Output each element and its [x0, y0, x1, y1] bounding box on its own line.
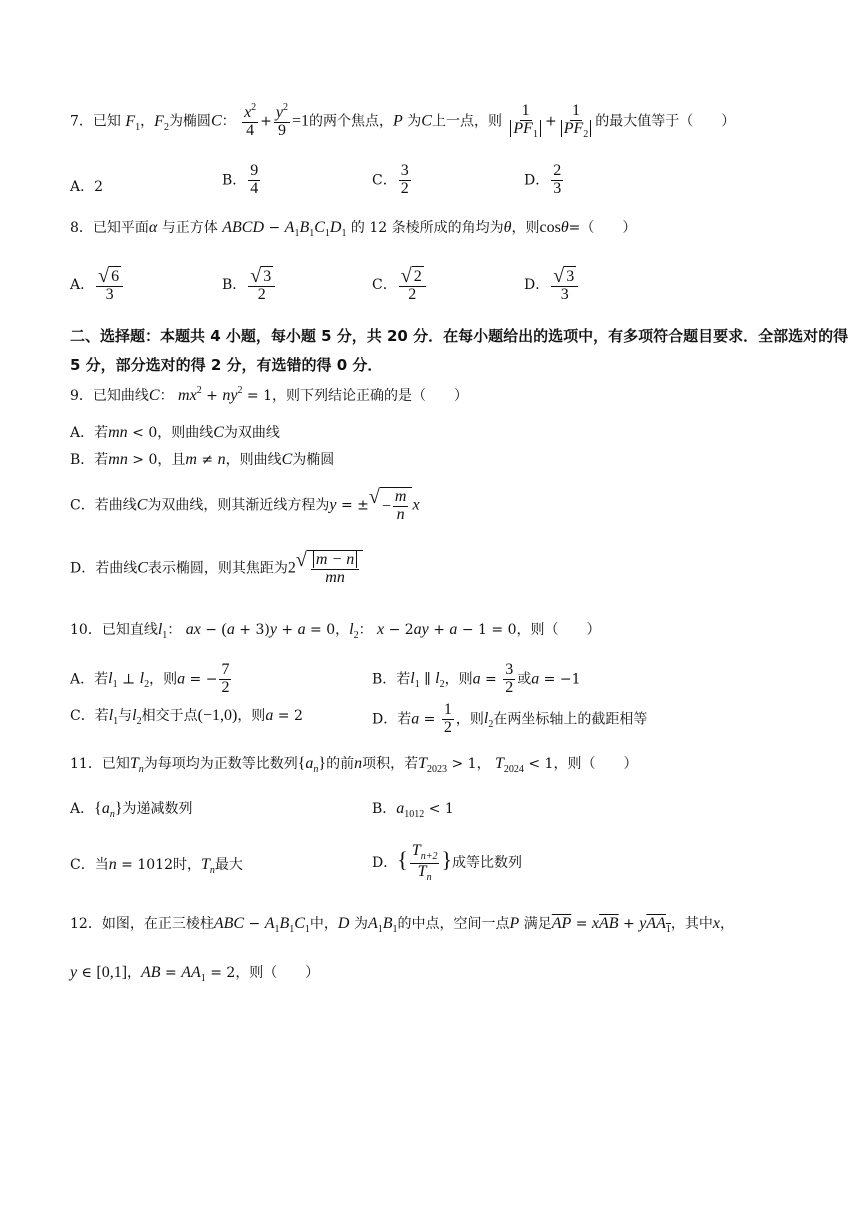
- q7-option-b[interactable]: B． $\frac{9}{4}$: [222, 162, 259, 197]
- q9-option-d[interactable]: D．若曲线C表示椭圆，则其焦距为2 √ $\frac{m - n}{mn}$: [70, 550, 363, 587]
- q10-option-d[interactable]: D．若a = $\frac{1}{2}$ ，则$l_2$在两坐标轴上的截距相等: [372, 701, 648, 736]
- question-12-stem-line2: y ∈ [0,1]，AB = $AA_1 = 2$，则（ ）: [70, 964, 320, 984]
- question-11-stem: 11．已知$T_n$为每项均为正数等比数列$\{a_n\}$的前n项积，若$T_{2023} > 1$， $T_{2024} < 1$，则（ ）: [70, 755, 638, 775]
- q10-option-a[interactable]: A．若$l_1$ ⊥ $l_2$，则a = − $\frac{7}{2}$: [70, 661, 230, 696]
- q9-option-b[interactable]: B．若mn > 0，且m ≠ n，则曲线C为椭圆: [70, 451, 335, 468]
- math-frac-1-pf1: $\frac{1}{PF_1}$: [508, 103, 543, 140]
- question-12-stem-line1: 12．如图，在正三棱柱ABC − $A_1B_1C_1$中，D 为$A_1B_1$的中点，空间一点P 满足$\overline{AP} = x\overline{AB} + yAA_1$，其中x，: [70, 915, 734, 935]
- q11-option-c[interactable]: C．当n = 1012时，$T_n$最大: [70, 856, 243, 876]
- math-f1: $F_1$: [125, 112, 141, 133]
- q7-option-d[interactable]: D． $\frac{2}{3}$: [524, 162, 562, 197]
- q11-number: 11．: [70, 756, 102, 772]
- math-frac-x2-4: $\frac{x^2}{4}$: [244, 102, 257, 140]
- q10-number: 10．: [70, 622, 102, 638]
- q11-option-d[interactable]: D．{ $\frac{T_{n+2}}{T_n}$ }成等比数列: [372, 842, 523, 883]
- section-2-heading: 二、选择题：本题共 4 小题，每小题 5 分，共 20 分．在每小题给出的选项中，有多项符合题目要求．全部选对的得 5 分，部分选对的得 2 分，有选错的得 0 分．: [70, 327, 849, 375]
- q10-option-c[interactable]: C．若$l_1$与$l_2$相交于点(−1,0)，则a = 2: [70, 707, 303, 727]
- q8-option-a[interactable]: A． √ 6 3: [70, 266, 125, 304]
- q9-option-c[interactable]: C．若曲线C为双曲线，则其渐近线方程为y = ± √ − $\frac{m}{n}$ x: [70, 486, 420, 523]
- question-8-stem: 8．已知平面α 与正方体 ABCD − $A_1B_1C_1D_1$ 的 12 条棱所成的角均为θ，则cosθ=（ ）: [70, 219, 637, 239]
- q8-option-b[interactable]: B． √ 3 2: [222, 266, 277, 304]
- q7-option-c[interactable]: C． $\frac{3}{2}$: [372, 162, 409, 197]
- q9-number: 9．: [70, 388, 93, 404]
- question-10-stem: 10．已知直线$l_1$： ax − (a + 3)y + a = 0，$l_2$： x − 2ay + a − 1 = 0，则（ ）: [70, 621, 601, 641]
- question-7-stem: 7．已知 $F_1$，$F_2$为椭圆C： $\frac{x^2}{4}$ + $\frac{y^2}{9}$ =1的两个焦点，P 为C上一点，则 $\frac{1}{PF_1}$ + $\frac{1}{PF_2}$ 的最大值等于（ ）: [70, 102, 736, 140]
- q10-option-b[interactable]: B．若$l_1$ ∥ $l_2$，则a = $\frac{3}{2}$ 或a = −1: [372, 661, 581, 696]
- q11-option-b[interactable]: B．$a_{1012} < 1$: [372, 800, 454, 820]
- question-9-stem: 9．已知曲线C： $mx^2 + ny^2 = 1$，则下列结论正确的是（ ）: [70, 385, 468, 404]
- q8-number: 8．: [70, 220, 93, 236]
- q11-option-a[interactable]: A．$\{a_n\}$为递减数列: [70, 800, 193, 820]
- q8-option-d[interactable]: D． √ 3 3: [524, 266, 580, 304]
- q8-option-c[interactable]: C． √ 2 2: [372, 266, 428, 304]
- q7-option-a[interactable]: A．2: [70, 179, 104, 195]
- q12-number: 12．: [70, 916, 102, 932]
- q7-number: 7．: [70, 113, 93, 130]
- q9-option-a[interactable]: A．若mn < 0，则曲线C为双曲线: [70, 424, 280, 441]
